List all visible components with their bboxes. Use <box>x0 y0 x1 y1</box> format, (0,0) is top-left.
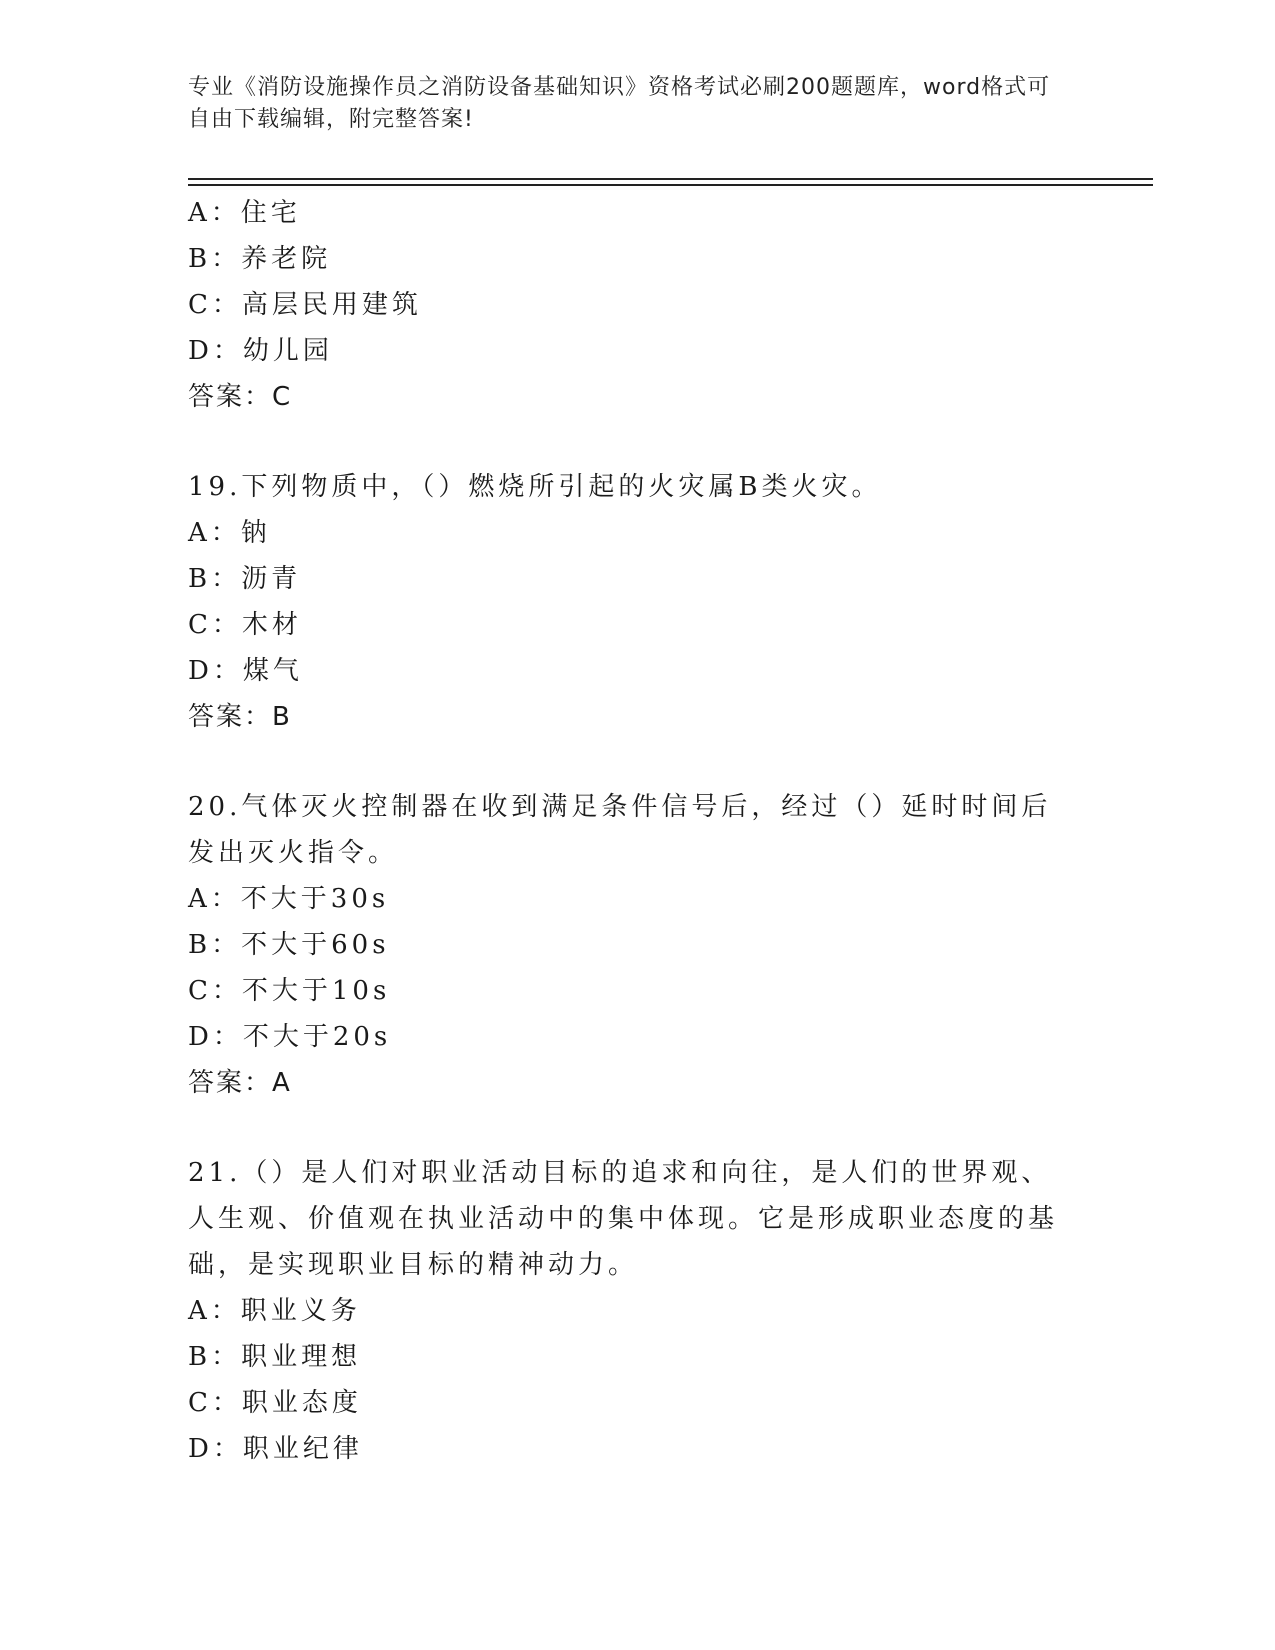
answer: 答案：B <box>188 702 292 732</box>
option-d: D：职业纪律 <box>188 1434 363 1464</box>
spacer <box>188 1106 1088 1150</box>
option-c: C：木材 <box>188 610 302 640</box>
option-a: A：不大于30s <box>188 884 390 914</box>
option-a: A：住宅 <box>188 198 301 228</box>
question-list <box>188 190 1088 1472</box>
option-d: D：幼儿园 <box>188 336 333 366</box>
option-b: B：养老院 <box>188 244 332 274</box>
answer: 答案：C <box>188 382 293 412</box>
option-c: C：高层民用建筑 <box>188 290 422 320</box>
option-b: B：不大于60s <box>188 930 390 960</box>
header-rule-bottom <box>188 184 1153 186</box>
answer: 答案：A <box>188 1068 292 1098</box>
option-d: D：煤气 <box>188 656 303 686</box>
header-note: 专业《消防设施操作员之消防设备基础知识》资格考试必刷200题题库，word格式可自由下载编辑，附完整答案! <box>188 75 1051 132</box>
option-c: C：职业态度 <box>188 1388 362 1418</box>
spacer <box>188 420 1088 464</box>
question-19 <box>188 464 1088 740</box>
question-21 <box>188 1150 1088 1472</box>
question-stem: 21.（）是人们对职业活动目标的追求和向往，是人们的世界观、人生观、价值观在执业活动中的集中体现。它是形成职业态度的基础，是实现职业目标的精神动力。 <box>188 1158 1059 1280</box>
option-b: B：沥青 <box>188 564 302 594</box>
option-a: A：钠 <box>188 518 271 548</box>
option-b: B：职业理想 <box>188 1342 362 1372</box>
header-rule-top <box>188 178 1153 180</box>
option-a: A：职业义务 <box>188 1296 361 1326</box>
spacer <box>188 740 1088 784</box>
option-d: D：不大于20s <box>188 1022 392 1052</box>
option-c: C：不大于10s <box>188 976 391 1006</box>
question-stem: 19.下列物质中，（）燃烧所引起的火灾属B类火灾。 <box>188 472 882 502</box>
question-20 <box>188 784 1088 1106</box>
question-18 <box>188 190 1088 420</box>
question-stem: 20.气体灭火控制器在收到满足条件信号后，经过（）延时时间后发出灭火指令。 <box>188 792 1052 868</box>
